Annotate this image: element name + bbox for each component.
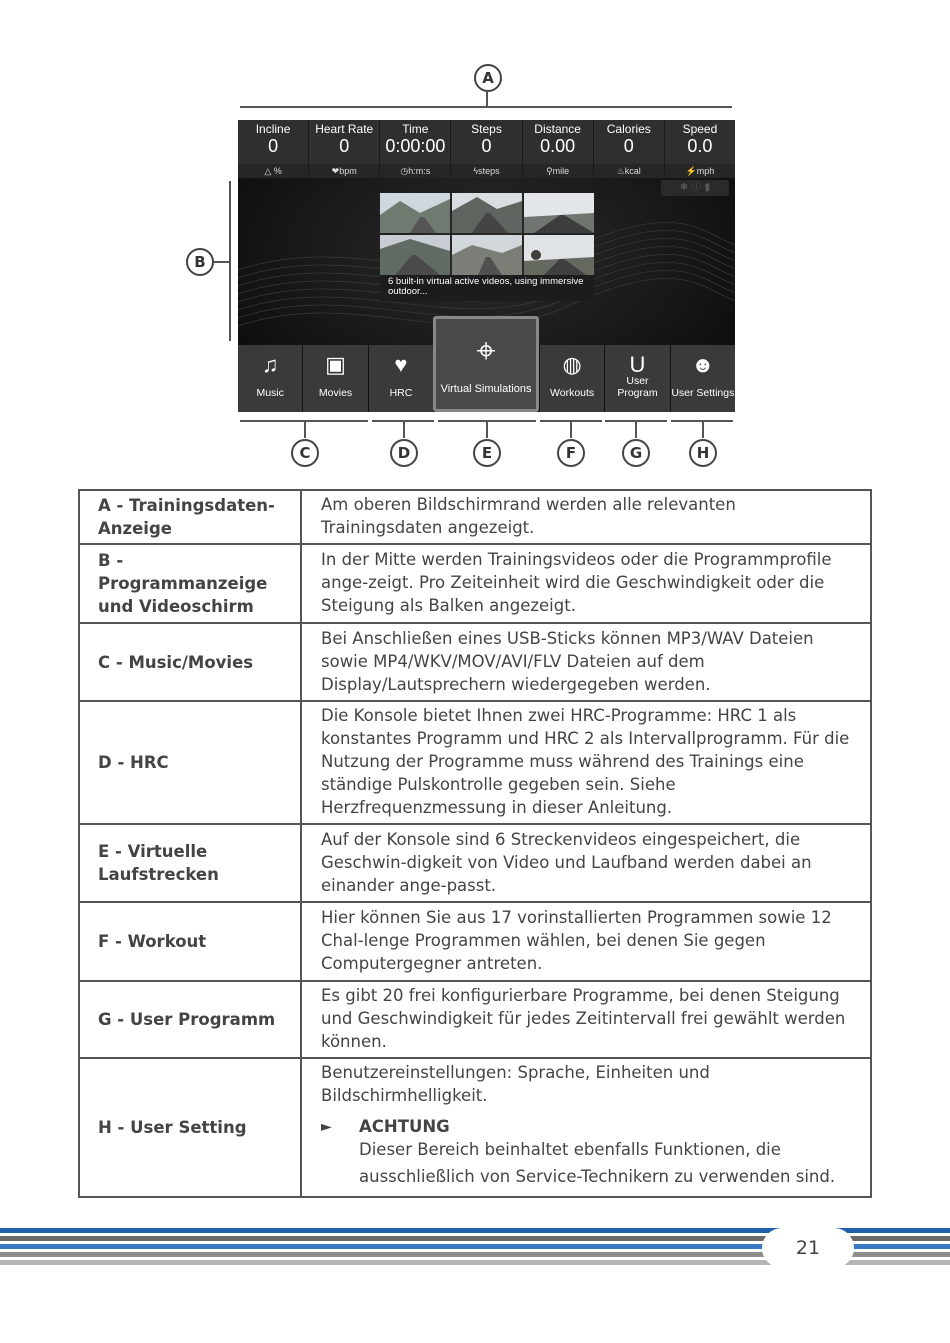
callout-f: F bbox=[557, 439, 585, 467]
stat-unit-row bbox=[380, 164, 450, 178]
training-data-bar bbox=[238, 120, 735, 178]
stat-value: 0 bbox=[623, 136, 634, 156]
legend-key: F - Workout bbox=[79, 902, 301, 981]
workouts-icon: ◍ bbox=[562, 352, 582, 377]
menu-label: Virtual Simulations bbox=[440, 383, 532, 395]
location-pin-icon: ⚲ bbox=[546, 166, 553, 176]
stat-unit-row bbox=[594, 164, 664, 178]
stat-unit: bpm bbox=[339, 166, 357, 176]
callout-e-leader bbox=[486, 420, 488, 438]
stat-value: 0.00 bbox=[540, 136, 576, 156]
callout-h: H bbox=[689, 439, 717, 467]
stat-distance bbox=[522, 120, 593, 178]
menu-user-settings[interactable] bbox=[670, 345, 735, 412]
stat-value: 0 bbox=[481, 136, 492, 156]
menu-label: User Program bbox=[617, 375, 658, 399]
incline-icon: △ bbox=[264, 166, 272, 176]
callout-g-leader bbox=[635, 420, 637, 438]
callout-b-leader bbox=[214, 261, 230, 263]
legend-description: Am oberen Bildschirmrand werden alle relevanten Trainingsdaten angezeigt. bbox=[301, 490, 871, 544]
music-note-icon: ♫ bbox=[261, 352, 279, 377]
callout-f-leader bbox=[570, 420, 572, 438]
stat-label: Steps bbox=[471, 122, 502, 136]
menu-workouts[interactable] bbox=[539, 345, 604, 412]
legend-key: C - Music/Movies bbox=[79, 623, 301, 701]
table-row bbox=[79, 902, 871, 981]
stat-label: Speed bbox=[682, 122, 718, 136]
stat-incline bbox=[238, 120, 308, 178]
table-row bbox=[79, 981, 871, 1058]
stat-unit: h:m:s bbox=[408, 166, 431, 176]
stat-calories bbox=[593, 120, 664, 178]
video-thumbnail[interactable] bbox=[452, 193, 522, 233]
warning-note bbox=[321, 1115, 862, 1192]
stat-label: Incline bbox=[255, 122, 291, 136]
stat-label: Calories bbox=[606, 122, 651, 136]
stat-unit: kcal bbox=[624, 166, 641, 176]
legend-table bbox=[78, 489, 872, 1198]
menu-label: Music bbox=[256, 387, 284, 399]
legend-key: A - Trainingsdaten-Anzeige bbox=[79, 490, 301, 544]
menu-label: Movies bbox=[318, 387, 353, 399]
menu-virtual-simulations[interactable] bbox=[433, 316, 539, 412]
stat-unit-row bbox=[451, 164, 521, 178]
heart-icon: ❤ bbox=[331, 166, 340, 176]
video-thumbnail[interactable] bbox=[452, 235, 522, 275]
stat-unit: mph bbox=[696, 166, 715, 176]
stat-speed bbox=[664, 120, 735, 178]
table-row bbox=[79, 824, 871, 902]
legend-description: Bei Anschließen eines USB-Sticks können MP3/WAV Dateien sowie MP4/WKV/MOV/AVI/FLV Dateien auf dem Display/Lautsprechern wiedergegeben werden. bbox=[301, 623, 871, 701]
video-thumbnail[interactable] bbox=[524, 193, 594, 233]
stat-unit: steps bbox=[478, 166, 500, 176]
user-program-icon: U bbox=[629, 352, 646, 377]
legend-key: B - Programmanzeige und Videoschirm bbox=[79, 544, 301, 623]
menu-label: HRC bbox=[389, 387, 413, 399]
console-screen bbox=[238, 120, 735, 412]
table-row bbox=[79, 623, 871, 701]
legend-description: Auf der Konsole sind 6 Streckenvideos eingespeichert, die Geschwin-digkeit von Video und Laufband werden dabei an einander ange-passt. bbox=[301, 824, 871, 902]
stat-unit-row bbox=[309, 164, 379, 178]
legend-description: Hier können Sie aus 17 vorinstallierten Programmen sowie 12 Chal-lenge Programmen wählen, bei denen Sie gegen Computergegner antreten. bbox=[301, 902, 871, 981]
stat-label: Distance bbox=[534, 122, 581, 136]
warning-text-line: Dieser Bereich beinhaltet ebenfalls Funktionen, die bbox=[359, 1140, 781, 1159]
stat-unit-row bbox=[238, 164, 308, 178]
legend-description: Die Konsole bietet Ihnen zwei HRC-Programme: HRC 1 als konstantes Programm und HRC 2 als Intervallprogramm. Für die Nutzung der Programme muss während des Trainings eine ständige Pulskontrolle gegeben sein. Siehe Herzfrequenzmessung in dieser Anleitung. bbox=[301, 701, 871, 824]
table-row bbox=[79, 701, 871, 824]
page-number: 21 bbox=[762, 1228, 854, 1268]
video-thumbnail-grid bbox=[380, 193, 594, 275]
users-icon: ☻ bbox=[691, 352, 715, 377]
video-thumbnail[interactable] bbox=[524, 235, 594, 275]
stat-value: 0 bbox=[268, 136, 279, 156]
stat-label: Time bbox=[402, 122, 429, 136]
runner-icon: ⚡ bbox=[685, 166, 697, 176]
callout-e: E bbox=[473, 439, 501, 467]
callout-d-leader bbox=[403, 420, 405, 438]
stat-value: 0.0 bbox=[687, 136, 713, 156]
arrow-right-icon: ► bbox=[321, 1119, 332, 1135]
video-thumbnail[interactable] bbox=[380, 193, 450, 233]
callout-h-leader bbox=[702, 420, 704, 438]
stat-label: Heart Rate bbox=[315, 122, 374, 136]
callout-a: A bbox=[474, 64, 502, 92]
stat-unit: mile bbox=[552, 166, 570, 176]
stat-heart-rate bbox=[308, 120, 379, 178]
table-row bbox=[79, 490, 871, 544]
footsteps-icon: ϟ bbox=[473, 166, 479, 176]
callout-g: G bbox=[622, 439, 650, 467]
table-row bbox=[79, 544, 871, 623]
legend-description: Es gibt 20 frei konfigurierbare Programme, bei denen Steigung und Geschwindigkeit für jedes Zeitintervall frei gewählt werden können. bbox=[301, 981, 871, 1058]
info-icon: ⓘ bbox=[691, 182, 702, 193]
legend-key: H - User Setting bbox=[79, 1058, 301, 1197]
menu-hrc[interactable] bbox=[368, 345, 433, 412]
callout-c-leader bbox=[304, 420, 306, 438]
menu-label: User Settings bbox=[671, 387, 735, 399]
callout-a-bracket bbox=[240, 106, 732, 108]
menu-movies[interactable] bbox=[302, 345, 367, 412]
tv-icon: ▣ bbox=[325, 352, 346, 377]
legend-key: E - Virtuelle Laufstrecken bbox=[79, 824, 301, 902]
stat-unit-row bbox=[523, 164, 593, 178]
heart-pulse-icon: ♥ bbox=[394, 352, 408, 377]
stat-time bbox=[379, 120, 450, 178]
callout-b-bracket bbox=[229, 181, 231, 341]
legend-description-text: Benutzereinstellungen: Sprache, Einheiten und Bildschirmhelligkeit. bbox=[321, 1063, 710, 1105]
callout-a-leader bbox=[486, 92, 488, 106]
legend-description bbox=[301, 1058, 871, 1197]
callout-d: D bbox=[390, 439, 418, 467]
stat-steps bbox=[450, 120, 521, 178]
bluetooth-icon: ✱ bbox=[679, 182, 689, 193]
stat-value: 0:00:00 bbox=[385, 136, 446, 156]
legend-description: In der Mitte werden Trainingsvideos oder die Programmprofile ange-zeigt. Pro Zeiteinheit wird die Geschwindigkeit oder die Steigung als Balken angezeigt. bbox=[301, 544, 871, 623]
clock-icon: ◷ bbox=[400, 166, 409, 176]
stat-unit-row bbox=[665, 164, 735, 178]
battery-icon: ▮ bbox=[704, 182, 711, 193]
flame-icon: ♨ bbox=[616, 166, 625, 176]
stat-value: 0 bbox=[339, 136, 350, 156]
video-thumbnail[interactable] bbox=[380, 235, 450, 275]
menu-label: Workouts bbox=[550, 387, 595, 399]
map-pin-focus-icon: ⌖ bbox=[476, 332, 496, 370]
stat-unit: % bbox=[273, 166, 282, 176]
callout-c: C bbox=[291, 439, 319, 467]
warning-text-line: ausschließlich von Service-Technikern zu verwenden sind. bbox=[359, 1167, 836, 1186]
legend-key: G - User Programm bbox=[79, 981, 301, 1058]
table-row bbox=[79, 1058, 871, 1197]
main-menu bbox=[238, 332, 735, 412]
video-caption: 6 built-in virtual active videos, using immersive outdoor... bbox=[380, 275, 594, 301]
menu-user-program[interactable] bbox=[604, 345, 669, 412]
menu-music[interactable] bbox=[238, 345, 302, 412]
status-icons bbox=[661, 180, 729, 196]
callout-b: B bbox=[186, 248, 214, 276]
legend-key: D - HRC bbox=[79, 701, 301, 824]
warning-title: ACHTUNG bbox=[359, 1117, 450, 1136]
